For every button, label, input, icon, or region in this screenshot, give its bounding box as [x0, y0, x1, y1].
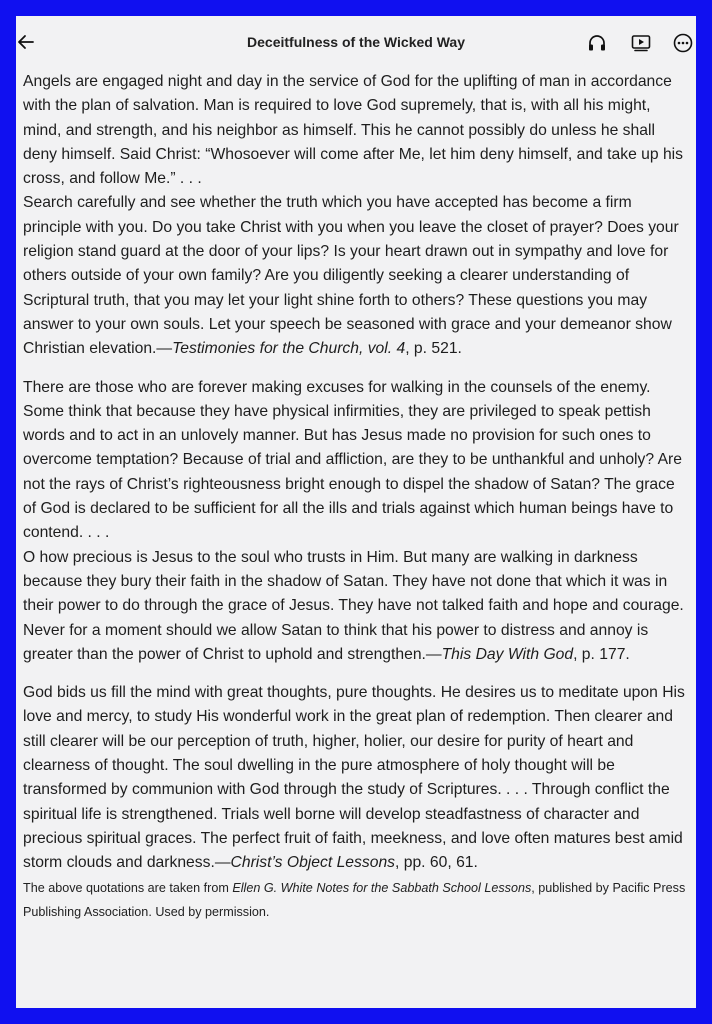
lesson-content — [23, 70, 689, 924]
page-reference: , p. 177. — [573, 645, 630, 663]
footnote-text: The above quotations are taken from — [23, 880, 233, 895]
source-citation: Testimonies for the Church, vol. 4 — [172, 340, 406, 358]
page-title: Deceitfulness of the Wicked Way — [247, 34, 465, 50]
paragraph-4 — [23, 546, 689, 667]
footnote-source: Ellen G. White Notes for the Sabbath School Lessons — [232, 880, 532, 895]
paragraph-gap — [23, 667, 689, 681]
paragraph-2 — [23, 191, 689, 361]
paragraph-4-text: O how precious is Jesus to the soul who trusts in Him. But many are walking in darkness because they bury their faith in the shadow of Satan. They have not done that which it was in their power to do through the grace of Jesus. They have not talked faith and hope and courage. Never for a moment should we allow Satan to think that his power to distress and annoy is greater than the power of Christ to uphold and strengthen.— — [23, 548, 684, 663]
paragraph-5 — [23, 681, 689, 875]
reader-window — [16, 16, 696, 1008]
paragraph-1: Angels are engaged night and day in the service of God for the uplifting of man in accordance with the plan of salvation. Man is required to love God supremely, that is, with all his might, mind, and strength, and his neighbor as himself. This he cannot possibly do unless he shall deny himself. Said Christ: “Whosoever will come after Me, let him deny himself, and take up his cross, and follow Me.” . . . — [23, 73, 684, 188]
page-reference: , pp. 60, 61. — [395, 854, 478, 872]
footnote-text-end: , published by Pacific Press Publishing Association. Used by permission. — [23, 880, 686, 919]
paragraph-gap — [23, 362, 689, 376]
headphones-icon[interactable] — [586, 32, 608, 54]
more-options-icon[interactable] — [672, 32, 694, 54]
page-reference: , p. 521. — [405, 340, 462, 358]
source-citation: This Day With God — [441, 645, 574, 663]
paragraph-5-text: God bids us fill the mind with great thoughts, pure thoughts. He desires us to meditate upon His love and mercy, to study His wonderful work in the great plan of redemption. Then clearer and still clearer will be our perception of truth, higher, holier, our desire for purity of heart and clearness of thought. The soul dwelling in the pure atmosphere of holy thought will be transformed by communion with God through the study of Scriptures. . . . Through conflict the spiritual life is strengthened. Trials well borne will develop steadfastness of character and precious spiritual graces. The perfect fruit of faith, meekness, and love often matures best amid storm clouds and darkness.— — [23, 684, 685, 872]
source-citation: Christ’s Object Lessons — [230, 854, 396, 872]
footnote — [23, 876, 689, 924]
paragraph-2-text: Search carefully and see whether the truth which you have accepted has become a firm principle with you. Do you take Christ with you when you leave the closet of prayer? Does your religion stand guard at the door of your lips? Is your heart drawn out in sympathy and love for others outside of your own family? Are you diligently seeking a clearer understanding of Scriptural truth, that you may let your light shine forth to others? These questions you may answer to your own souls. Let your speech be seasoned with grace and your demeanor show Christian elevation.— — [23, 194, 679, 358]
arrow-left-icon[interactable] — [16, 32, 36, 52]
paragraph-3: There are those who are forever making excuses for walking in the counsels of the enemy. Some think that because they have physical infirmities, they are privileged to speak pettish words and to act in an unlovely manner. But has Jesus made no provision for such ones to overcome temptation? Because of trial and affliction, are they to be unthankful and unholy? Are not the rays of Christ’s righteousness bright enough to dispel the shadow of Satan? The grace of God is declared to be sufficient for all the ills and trials against which human beings have to contend. . . . — [23, 378, 683, 542]
play-video-icon[interactable] — [630, 32, 652, 54]
top-bar — [16, 16, 696, 70]
